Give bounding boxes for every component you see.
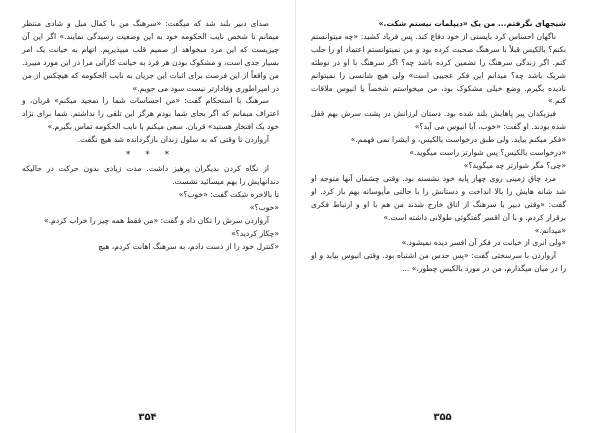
left-paragraph-10: «کنترل خود را از دست دادم، به سرهنگ اهانت کردم، هیچ [98,241,279,251]
left-paragraph-6: تا بالاخره شکت گفت: «خوب؟» [178,189,279,199]
right-paragraph-8: «میدانم.» [534,225,566,235]
right-paragraph-9: «ولی انری از خیانت در فکر آن افسر دیده نمیشود.» [401,238,566,248]
right-paragraph-3: فیزیکدان پیر پاهایش بلند شده بود. دستان لرزانش در پشت سرش بهم قفل شده بودند. او گفت: «خوب، آیا انیوس می آید؟» [311,109,566,132]
left-paragraph-1: صدای دبیر بلند شد که میگفت: «سرهنگ من با کمال میل و شادی منتظر میمانم تا شخص نایب الحکومه خود به این وضعیت رسیدگی نمایند.» اگر این آن چیزیست که این مرد میخواهد از صمیم قلب میپذیریم. اتهام به خیانت یک امر بسیار جدی است، و مشکوک بودن هر فرد به خیانت کارآئی مرا در این مورد میبرد. من واقعاً از این فرصت برای اثبات این جریان به نایب الحکومه که هیچکس از من در امپراطوری وفادارتر نیست سود می جویم.» [22,19,279,93]
right-page-number: ۳۵۵ [433,412,452,423]
left-page-number: ۳۵۴ [138,412,157,423]
section-break-stars: * * * [125,150,176,161]
left-page [0,0,295,433]
right-paragraph-1: شیجهای نگرفتم... من یک «دیپلمات نیستم شکت.» [378,19,566,28]
left-paragraph-8: آروارذن سرش را تکان داد و گفت: «من فقط همه چیز را خراب کردم.» [43,215,269,225]
right-paragraph-6: «چی؟ مگر شوارتز چه میگوید؟» [463,160,566,170]
right-paragraph-10: آروارذن با سرسختی گفت: «پس حدس من اشتباه بود. وقتی انیوس بیاید و او را در میان میگذارم، من در مورد بالکیس چطور.» ... [311,251,566,274]
right-paragraph-4: «فکر میکنم بیاید. ولی طبق درخواست بالکیس، و ایشرا نمی فهمم.» [350,135,566,145]
right-page [295,0,590,433]
right-paragraph-5: «درخواست بالکیس؟ پس شوارتز راست میگوید.» [409,148,566,158]
left-paragraph-5: از نگاه کردن بدیگران پرهیز داشت. مدت زیادی بدون حرکت در حالیکه دندانهایش را بهم میسائید نشست. [22,164,279,186]
left-paragraph-7: «خوب؟» [249,202,279,212]
left-paragraph-3: آروارذن تا وقتی که به سلول زندان بازگردانده شد هیچ نگفت. [77,135,269,145]
left-paragraph-9: «چکار کردید؟» [231,228,279,238]
right-paragraph-7: مرد چاق زمینی روی چهار پایه خود نشسته بود. وقتی چشمان آنها متوجه او شد شانه هایش را بالا انداخت و دستانش را با حالتی مأیوسانه بهم باز کرد. او گفت: «وقتی دبیر با سرهنگ از اتاق خارج شدند من هم با او و ارتباط فکری برقرار کردم. و با آن اقسر گفتگوئی طولانی داشته است.» [311,173,566,222]
left-paragraph-2: سرهنگ با استحکام گفت: «من احساسات شما را تمجید میکنم» قربان، و اعتراف میمانم که اگر بجای شما بودم هرگز این تلقی را نداشتم. شما برای نژاد خود یک افتخار هستید» قربان. سعی میکنم با نایب الحکومه تماس بگیرم.» [22,96,279,132]
right-paragraph-2: ناگهان احساس کرد بایستی از خود دفاع کند. پس فریاد کشید: «چه میتوانستم بکنم؟ بالکیس قبلاً با سرهنگ صحبت کرده بود و من نمیتوانستم اعتماد او را جلب کنم. اگر زندگی سرهنگ را تضمین کرده باشد چه؟ اگر سرهنگ با او در توطئه شریک باشد چه؟ میدانم این فکر عجیبی است» ولی هیچ شانسی را نمیتوانم نادیده بگیرم. وضع خیلی مشکوک بود، من میخواستم شخصاً با انیوس ملاقات کنم.» [311,31,566,106]
